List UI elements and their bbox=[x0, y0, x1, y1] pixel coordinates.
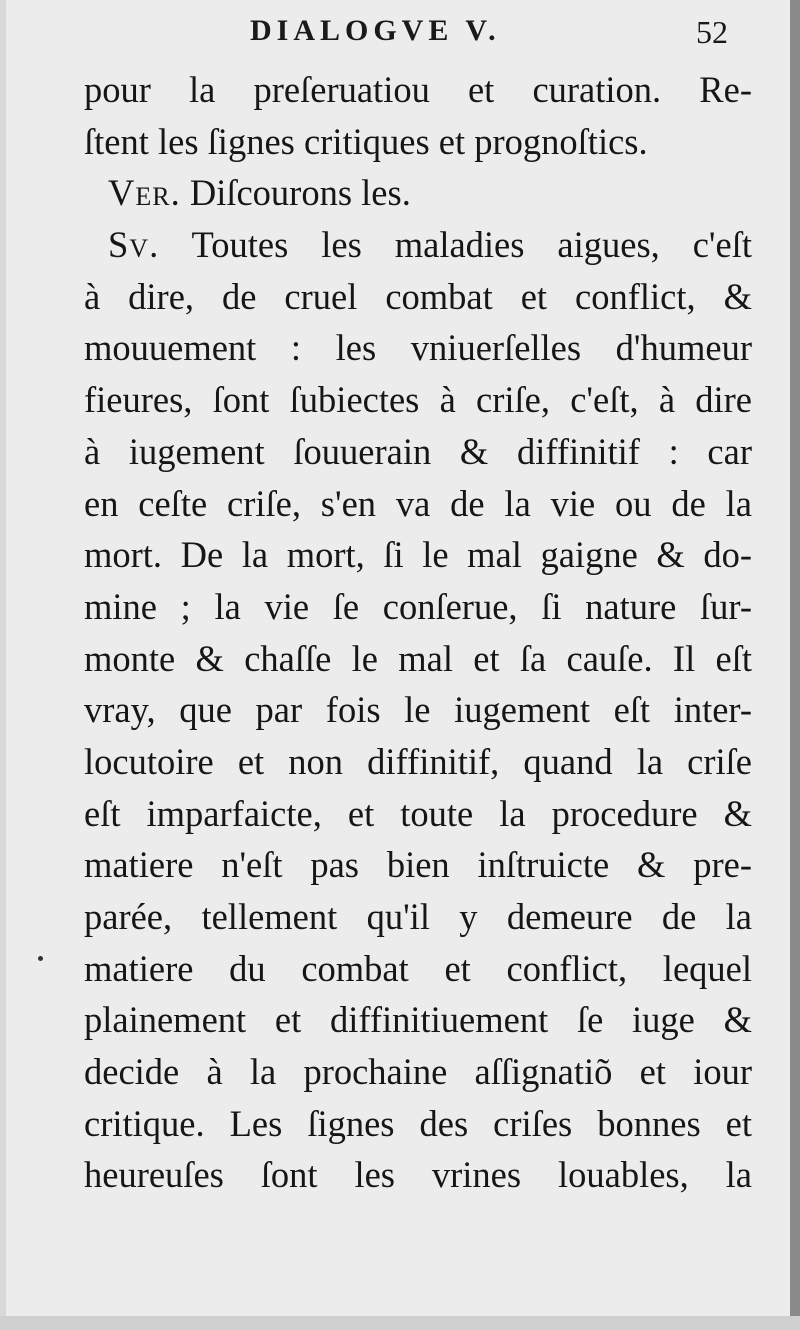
page-bottom-edge bbox=[0, 1316, 800, 1330]
line-text: Diſcourons les. bbox=[180, 172, 411, 214]
text-line bbox=[84, 736, 752, 788]
line-text: Toutes les maladies aigues, c'eſt bbox=[159, 224, 752, 266]
line-text: à dire, de cruel combat et conflict, & bbox=[84, 275, 752, 317]
text-line bbox=[84, 633, 752, 685]
line-text: mine ; la vie ſe conſerue, ſi nature ſur- bbox=[84, 585, 752, 627]
speaker-label: Ver. bbox=[108, 172, 181, 214]
line-text: monte & chaſſe le mal et ſa cauſe. Il eſt bbox=[84, 637, 752, 679]
text-line bbox=[84, 167, 752, 219]
line-text: vray, que par fois le iugement eſt inter- bbox=[84, 689, 752, 731]
line-text: pour la preſeruatiou et curation. Re- bbox=[84, 69, 752, 110]
text-line bbox=[84, 994, 752, 1046]
line-text: parée, tellement qu'il y demeure de la bbox=[84, 896, 752, 937]
line-text: mouuement : les vniuerſelles d'humeur bbox=[84, 327, 752, 369]
page-number: 52 bbox=[696, 14, 728, 50]
line-text: eſt imparfaicte, et toute la procedure & bbox=[84, 792, 752, 834]
page-left-edge bbox=[0, 0, 6, 1330]
speaker-label: Sv. bbox=[108, 224, 160, 266]
ink-speck bbox=[38, 956, 43, 961]
text-line bbox=[84, 116, 752, 168]
text-line bbox=[84, 943, 752, 995]
line-text: ſtent les ſignes critiques et prognoſtics. bbox=[84, 120, 648, 162]
text-line bbox=[84, 839, 752, 891]
text-line bbox=[84, 374, 752, 426]
running-title: DIALOGVE V. bbox=[250, 14, 501, 47]
line-text: plainement et diffinitiuement ſe iuge & bbox=[84, 999, 752, 1041]
text-line bbox=[84, 1046, 752, 1098]
text-line bbox=[84, 529, 752, 581]
page-right-edge bbox=[790, 0, 800, 1330]
text-line bbox=[84, 581, 752, 633]
text-line bbox=[84, 1098, 752, 1150]
body-text bbox=[84, 64, 752, 1201]
text-line bbox=[84, 64, 752, 116]
line-text: matiere du combat et conflict, lequel bbox=[84, 947, 752, 989]
running-head bbox=[0, 14, 800, 54]
text-line bbox=[84, 684, 752, 736]
text-line bbox=[84, 426, 752, 478]
text-line bbox=[84, 322, 752, 374]
line-text: locutoire et non diffinitif, quand la criſe bbox=[84, 740, 752, 782]
text-line bbox=[84, 1149, 752, 1201]
text-line bbox=[84, 891, 752, 943]
line-text: critique. Les ſignes des criſes bonnes et bbox=[84, 1102, 752, 1144]
line-text: matiere n'eſt pas bien inſtruicte & pre- bbox=[84, 844, 752, 886]
line-text: mort. De la mort, ſi le mal gaigne & do- bbox=[84, 534, 752, 576]
line-text: à iugement ſouuerain & diffinitif : car bbox=[84, 430, 752, 472]
text-line bbox=[84, 478, 752, 530]
line-text: en ceſte criſe, s'en va de la vie ou de la bbox=[84, 482, 752, 524]
text-line bbox=[84, 271, 752, 323]
text-line bbox=[84, 788, 752, 840]
text-line bbox=[84, 219, 752, 271]
line-text: decide à la prochaine aſſignatiõ et iour bbox=[84, 1051, 752, 1093]
line-text: heureuſes ſont les vrines louables, la bbox=[84, 1154, 752, 1196]
line-text: fieures, ſont ſubiectes à criſe, c'eſt, à dire bbox=[84, 379, 752, 421]
